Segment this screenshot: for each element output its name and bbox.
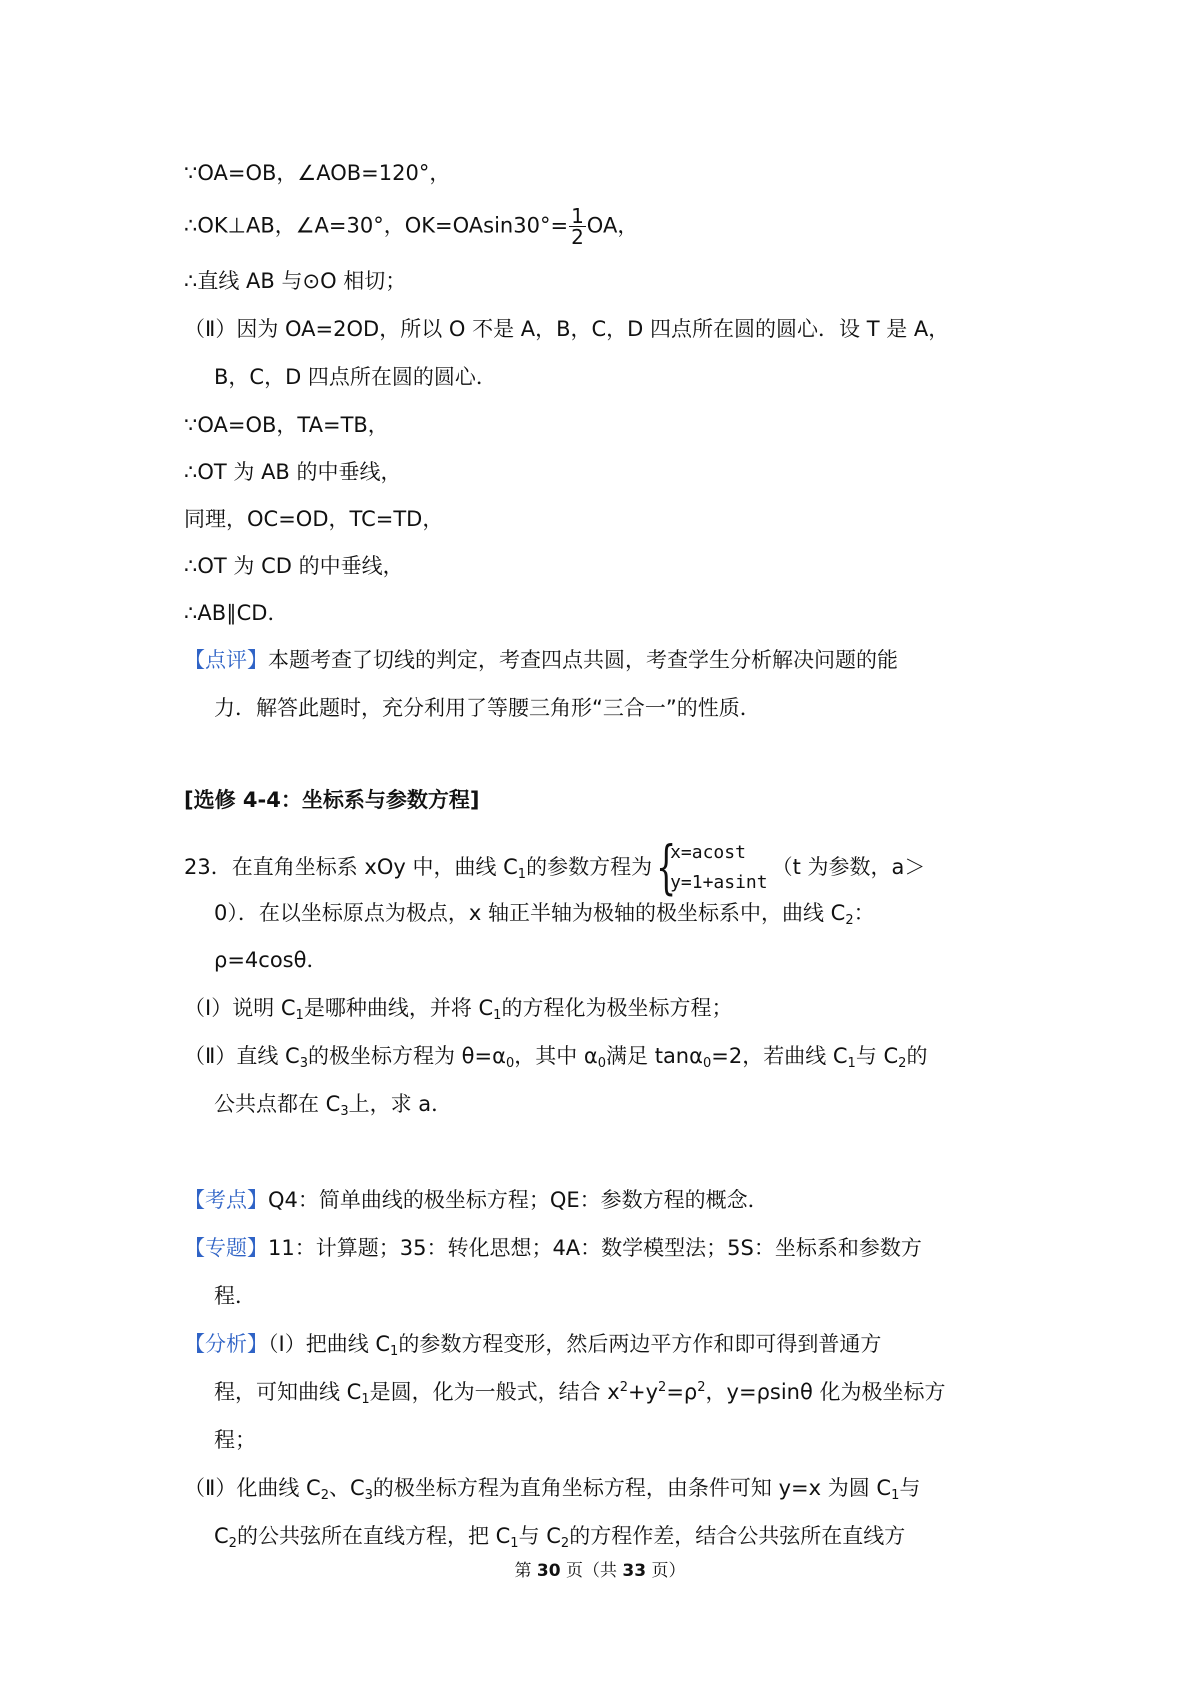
- proof-line-3: ∴直线 AB 与⊙O 相切；: [184, 269, 407, 293]
- fenxi-2b: 是圆，化为一般式，结合 x: [369, 1380, 620, 1404]
- part1-c: 的方程化为极坐标方程；: [501, 996, 733, 1020]
- fenxi-2d: =ρ: [666, 1380, 698, 1404]
- footer-middle: 页（共: [560, 1561, 623, 1581]
- q23-text-a: 23．在直角坐标系 xOy 中，曲线 C: [184, 855, 518, 879]
- part2-l2-b: 上，求 a．: [348, 1092, 453, 1116]
- q23-text-c: （t 为参数，a＞: [771, 855, 926, 879]
- part2-e: =2，若曲线 C: [711, 1044, 848, 1068]
- proof-line-7: ∴OT 为 AB 的中垂线，: [184, 460, 402, 484]
- equation-row-2: y=1+asint: [670, 872, 768, 893]
- zhuanti-text-1: 11：计算题；35：转化思想；4A：数学模型法；5S：坐标系和参数方: [268, 1236, 922, 1260]
- fenxi-line-5: [214, 1521, 905, 1551]
- fenxi-2c: +y: [628, 1380, 659, 1404]
- parametric-equation-system: [656, 833, 768, 901]
- fenxi-5c: 与 C: [518, 1524, 561, 1548]
- subscript: 0: [702, 1056, 712, 1071]
- fenxi-4c: 的极坐标方程为直角坐标方程，由条件可知 y=x 为圆 C: [372, 1476, 892, 1500]
- subscript: 1: [361, 1392, 370, 1407]
- proof-line-9: ∴OT 为 CD 的中垂线，: [184, 554, 404, 578]
- kaodian-text: Q4：简单曲线的极坐标方程；QE：参数方程的概念．: [268, 1188, 769, 1212]
- superscript: 2: [619, 1380, 629, 1395]
- subscript: 2: [320, 1488, 329, 1503]
- kaodian-tag: 【考点】: [184, 1188, 268, 1212]
- review-text-1: 本题考查了切线的判定，考查四点共圆，考查学生分析解决问题的能: [268, 648, 898, 672]
- subscript: 1: [891, 1488, 900, 1503]
- subscript: 3: [340, 1104, 349, 1119]
- proof-line-10: ∴AB∥CD．: [184, 601, 289, 625]
- fenxi-4a: （Ⅱ）化曲线 C: [184, 1476, 321, 1500]
- subscript: 3: [364, 1488, 373, 1503]
- proof-line-8: 同理，OC=OD，TC=TD，: [184, 507, 444, 531]
- proof-line-4: （Ⅱ）因为 OA=2OD，所以 O 不是 A，B，C，D 四点所在圆的圆心．设 T 是 A，: [184, 317, 950, 341]
- fenxi-line-4: [184, 1473, 920, 1503]
- fraction-denominator: 2: [571, 225, 584, 249]
- part2-a: （Ⅱ）直线 C: [184, 1044, 300, 1068]
- footer-page-number: 30: [536, 1561, 561, 1581]
- subscript: 1: [510, 1536, 519, 1551]
- footer-total-pages: 33: [622, 1561, 647, 1581]
- part2-g: 的: [906, 1044, 928, 1068]
- q23-text-b: 的参数方程为: [526, 855, 653, 879]
- review-line-1: [184, 645, 898, 675]
- subscript: 2: [898, 1056, 907, 1071]
- subscript: 2: [845, 913, 854, 928]
- subscript: 1: [390, 1344, 399, 1359]
- subscript: 1: [493, 1008, 502, 1023]
- kaodian-line: [184, 1185, 769, 1215]
- subscript: 0: [505, 1056, 515, 1071]
- review-tag: 【点评】: [184, 648, 268, 672]
- fenxi-4d: 与: [899, 1476, 921, 1500]
- question-23-part-2-line-2: [214, 1089, 452, 1119]
- subscript: 2: [228, 1536, 237, 1551]
- fenxi-line-1: [184, 1329, 881, 1359]
- part2-d: 满足 tanα: [606, 1044, 703, 1068]
- question-23-part-1: [184, 993, 732, 1023]
- fenxi-line-2: [214, 1377, 946, 1407]
- superscript: 2: [697, 1380, 706, 1395]
- fenxi-label: 【分析】: [184, 1332, 268, 1356]
- question-23-part-2: [184, 1041, 927, 1071]
- zhuanti-line-1: [184, 1233, 922, 1263]
- part1-a: （Ⅰ）说明 C: [184, 996, 296, 1020]
- subscript: 1: [295, 1008, 304, 1023]
- footer-suffix: 页）: [646, 1561, 686, 1581]
- proof-line-1: ∵OA=OB，∠AOB=120°，: [184, 161, 451, 185]
- fenxi-line-3: 程；: [214, 1428, 256, 1452]
- fenxi-5a: C: [214, 1524, 229, 1548]
- fenxi-5b: 的公共弦所在直线方程，把 C: [236, 1524, 511, 1548]
- fraction-numerator: 1: [571, 204, 584, 228]
- question-23-line-1: [184, 833, 926, 901]
- proof-line-5: B，C，D 四点所在圆的圆心．: [214, 365, 497, 389]
- fenxi-5d: 的方程作差，结合公共弦所在直线方: [569, 1524, 906, 1548]
- part2-c: ，其中 α: [514, 1044, 598, 1068]
- part2-b: 的极坐标方程为 θ=α: [307, 1044, 506, 1068]
- subscript: 3: [299, 1056, 308, 1071]
- proof-line-2-tail: OA，: [586, 213, 639, 238]
- proof-line-2-text: ∴OK⊥AB，∠A=30°，OK=OAsin30°=: [184, 213, 569, 238]
- subscript: 2: [560, 1536, 570, 1551]
- part2-l2-a: 公共点都在 C: [214, 1092, 341, 1116]
- subscript: 1: [847, 1056, 856, 1071]
- zhuanti-line-2: 程．: [214, 1284, 256, 1308]
- footer-prefix: 第: [514, 1561, 537, 1581]
- proof-line-6: ∵OA=OB，TA=TB，: [184, 413, 389, 437]
- part2-f: 与 C: [855, 1044, 899, 1068]
- brace-icon: {: [656, 833, 677, 901]
- superscript: 2: [658, 1380, 667, 1395]
- equation-row-1: x=acost: [670, 842, 746, 863]
- fraction-one-half: [569, 206, 586, 247]
- q23-l2-text: 0）．在以坐标原点为极点，x 轴正半轴为极轴的极坐标系中，曲线 C: [214, 901, 846, 925]
- q23-l2-tail: ：: [853, 901, 875, 925]
- question-23-line-2: [214, 898, 875, 928]
- fenxi-1b: 的参数方程变形，然后两边平方作和即可得到普通方: [398, 1332, 882, 1356]
- page-footer: [0, 1556, 1200, 1581]
- fenxi-2e: ，y=ρsinθ 化为极坐标方: [705, 1380, 946, 1404]
- zhuanti-tag: 【专题】: [184, 1236, 268, 1260]
- section-heading: [选修 4-4：坐标系与参数方程]: [184, 788, 480, 812]
- proof-line-2: [184, 206, 638, 247]
- subscript: 1: [517, 867, 527, 882]
- fenxi-4b: 、C: [328, 1476, 365, 1500]
- subscript: 0: [597, 1056, 607, 1071]
- fenxi-1a: （Ⅰ）把曲线 C: [268, 1332, 391, 1356]
- review-line-2: 力．解答此题时，充分利用了等腰三角形“三合一”的性质．: [214, 696, 761, 720]
- fenxi-2a: 程，可知曲线 C: [214, 1380, 362, 1404]
- question-23-line-3: ρ=4cosθ．: [214, 948, 328, 972]
- part1-b: 是哪种曲线，并将 C: [303, 996, 494, 1020]
